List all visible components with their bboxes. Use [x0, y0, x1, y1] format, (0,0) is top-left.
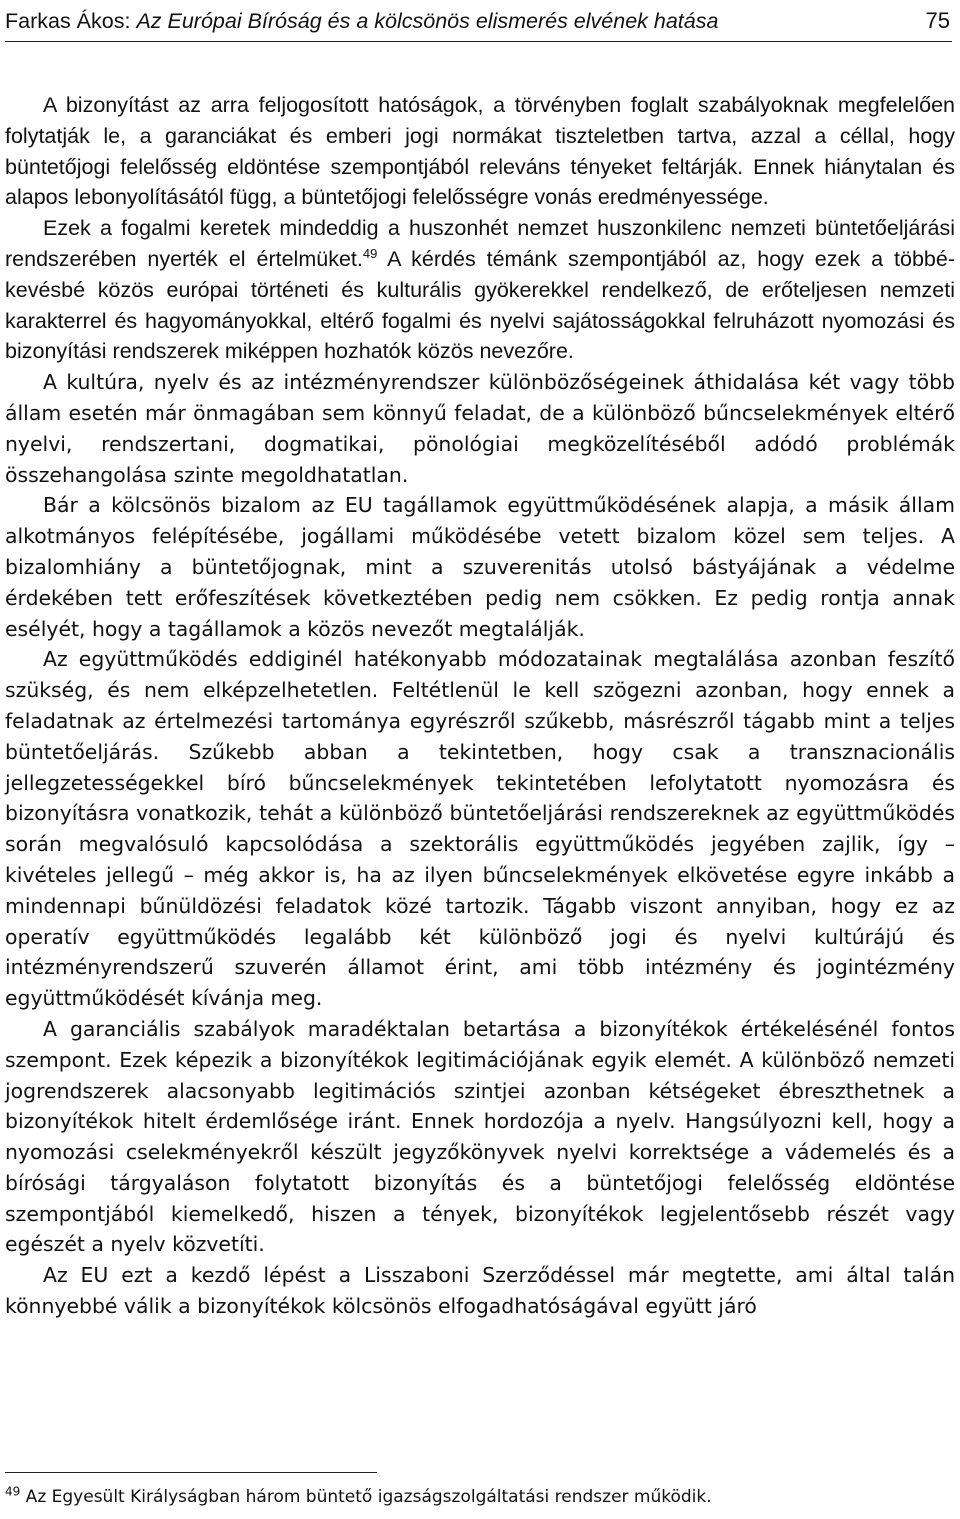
paragraph-2-continuation: A kérdés témánk szempontjából az, hogy ezek a többé-kevésbé közös európai történeti és kulturális gyökerekkel rendelkező, de erőteljesen nemzeti karakterrel és hagyományokkal, eltérő fogalmi és nyelvi sajátosságokkal felruházott nyomozási és bizonyítási rendszerek miképpen hozhatók közös nevezőre. — [5, 246, 955, 364]
running-header — [5, 3, 952, 42]
footnote-reference: 49 — [362, 245, 378, 261]
paragraph-2 — [5, 213, 955, 367]
paragraph-4: Bár a kölcsönös bizalom az EU tagállamok együttműködésének alapja, a másik állam alkotmányos felépítésébe, jogállami működésébe vetett bizalom közel sem teljes. A bizalomhiány a büntetőjognak, mint a szuverenitás utolsó bástyájának a védelme érdekében tett erőfeszítések következtében pedig nem csökken. Ez pedig rontja annak esélyét, hogy a tagállamok a közös nevezőt megtalálják. — [5, 493, 955, 641]
paragraph-2-text: Ezek a fogalmi keretek mindeddig a huszonhét nemzet huszonkilenc nemzeti büntetőeljárási rendszerében nyerték el értelmüket. — [5, 216, 955, 271]
page-number: 75 — [925, 8, 950, 33]
footnote-number: 49 — [5, 1484, 21, 1499]
paragraph-5: Az együttműködés eddiginél hatékonyabb módozatainak megtalálása azonban feszítő szükség, és nem elképzelhetetlen. Feltétlenül le kell szögezni azonban, hogy ennek a feladatnak az értelmezési tartománya egyrészről szűkebb, másrészről tágabb mint a teljes büntetőeljárás. Szűkebb abban a tekintetben, hogy csak a transznacionális jellegzetességekkel bíró bűncselekmények tekintetében lefolytatott nyomozásra és bizonyításra vonatkozik, tehát a különböző büntetőeljárási rendszereknek az együttműködés során megvalósuló kapcsolódása a szektorális együttműködés jegyében zajlik, így – kivételes jellegű – még akkor is, ha az ilyen bűncselekmények elkövetése egyre inkább a mindennapi bűnüldözési feladatok közé tartozik. Tágabb viszont annyiban, hogy ez az operatív együttműködés legalább két különböző jogi és nyelvi kultúrájú és intézményrendszerű szuverén államot érint, ami több intézmény és jogintézmény együttműködését kívánja meg. — [5, 647, 955, 1011]
paragraph-6: A garanciális szabályok maradéktalan betartása a bizonyítékok értékelésénél fontos szempont. Ezek képezik a bizonyítékok legitimációjának egyik elemét. A különböző nemzeti jogrendszerek alacsonyabb legitimációs szintjei azonban kétségeket ébreszthetnek a bizonyítékok hitelt érdemlősége iránt. Ennek hordozója a nyelv. Hangsúlyozni kell, hogy a nyomozási cselekményekről készült jegyzőkönyvek nyelvi korrektsége a vádemelés és a bírósági tárgyaláson folytatott bizonyítás és a büntetőjogi felelősség eldöntése szempontjából kiemelkedő, hiszen a tények, bizonyítékok legjelentősebb részét vagy egészét a nyelv közvetíti. — [5, 1016, 955, 1257]
footnote — [5, 1484, 955, 1510]
body-text — [5, 90, 955, 1322]
paragraph-3: A kultúra, nyelv és az intézményrendszer különbözőségeinek áthidalása két vagy több állam esetén már önmagában sem könnyű feladat, de a különböző bűncselekmények eltérő nyelvi, rendszertani, dogmatikai, pönológiai megközelítéséből adódó problémák összehangolása szinte megoldhatatlan. — [5, 370, 955, 487]
header-title: Az Európai Bíróság és a kölcsönös elismerés elvének hatása — [136, 9, 719, 33]
header-author: Farkas Ákos: — [5, 9, 137, 33]
footnote-text: Az Egyesült Királyságban három büntető igazságszolgáltatási rendszer működik. — [20, 1487, 712, 1507]
paragraph-1: A bizonyítást az arra feljogosított hatóságok, a törvényben foglalt szabályoknak megfelelően folytatják le, a garanciákat és emberi jogi normákat tiszteletben tartva, azzal a céllal, hogy büntetőjogi felelősség eldöntése szempontjából releváns tényeket feltárják. Ennek hiánytalan és alapos lebonyolításától függ, a büntetőjogi felelősségre vonás eredményessége. — [5, 93, 955, 210]
paragraph-7: Az EU ezt a kezdő lépést a Lisszaboni Szerződéssel már megtette, ami által talán könnyebbé válik a bizonyítékok kölcsönös elfogadhatóságával együtt járó — [5, 1263, 955, 1319]
footnote-separator — [5, 1472, 377, 1473]
